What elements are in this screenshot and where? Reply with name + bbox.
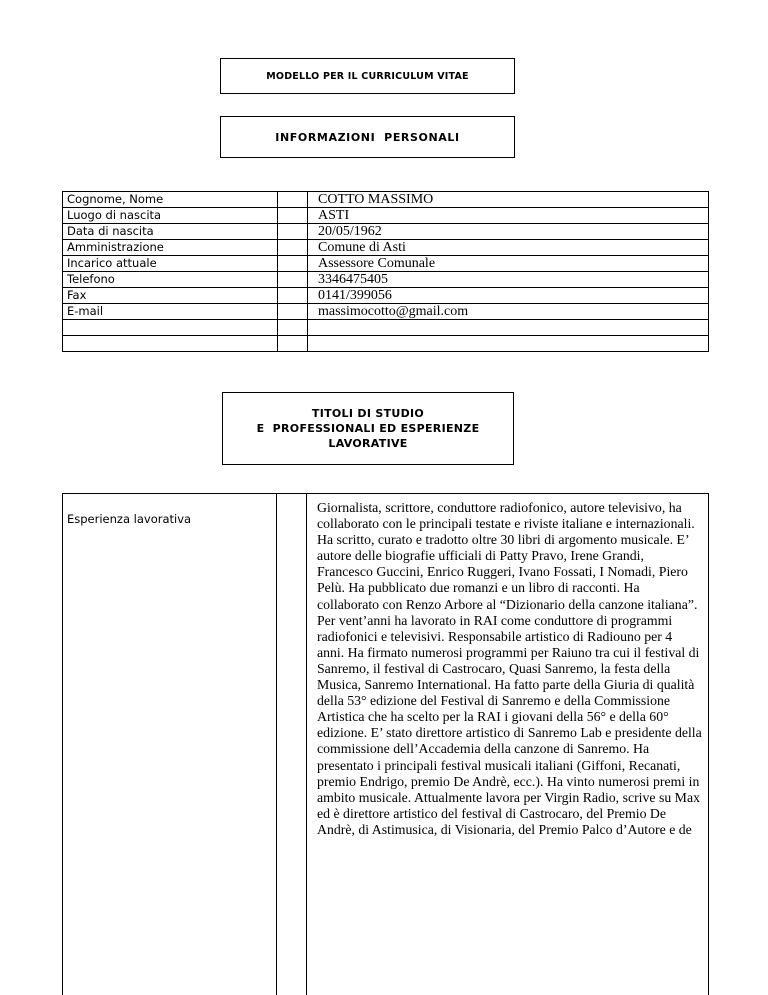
table-row — [63, 208, 709, 224]
studies-heading — [222, 392, 514, 465]
table-row-empty — [63, 320, 709, 336]
field-label-birthdate: Data di nascita — [63, 224, 278, 240]
experience-text — [307, 494, 709, 995]
studies-heading-line: TITOLI DI STUDIO — [257, 406, 480, 421]
field-label-name: Cognome, Nome — [63, 192, 278, 208]
experience-paragraph: Per vent’anni ha lavorato in RAI come conduttore di programmi radiofonici e televisivi. Responsabile artistico di Radiouno per 4 anni. Ha firmato numerosi programmi per Raiuno tra cui il festival di Sanremo, il festival di Castrocaro, Quasi Sanremo, la festa della Musica, Sanremo International. Ha fatto parte della Giuria di qualità della 53° edizione del Festival di Sanremo e della Commissione Artistica che ha scelto per la RAI i giovani della 56° e della 60° edizione. E’ stato direttore artistico di Sanremo Lab e presidente della commissione dell’Accademia della canzone di Sanremo. Ha presentato i principali festival musicali italiani (Giffoni, Recanati, premio Endrigo, premio De Andrè, ecc.). Ha vinto numerosi premi in ambito musicale. Attualmente lavora per Virgin Radio, scrive su Max ed è direttore artistico del festival di Castrocaro, del Premio De Andrè, di Astimusica, di Visionaria, del Premio Palco d’Autore e de — [317, 613, 702, 838]
table-row — [63, 192, 709, 208]
field-value-fax: 0141/399056 — [308, 288, 709, 304]
table-row — [63, 272, 709, 288]
table-row — [63, 304, 709, 320]
studies-heading-line: LAVORATIVE — [257, 436, 480, 451]
personal-info-table — [62, 191, 709, 352]
table-row-empty — [63, 336, 709, 352]
studies-heading-line: E PROFESSIONALI ED ESPERIENZE — [257, 421, 480, 436]
field-value-phone: 3346475405 — [308, 272, 709, 288]
field-value-birthdate: 20/05/1962 — [308, 224, 709, 240]
field-value-birthplace: ASTI — [308, 208, 709, 224]
field-label-phone: Telefono — [63, 272, 278, 288]
field-value-administration: Comune di Asti — [308, 240, 709, 256]
personal-info-heading-text: INFORMAZIONI PERSONALI — [275, 131, 459, 144]
table-row — [63, 240, 709, 256]
table-row — [63, 256, 709, 272]
experience-paragraph: Giornalista, scrittore, conduttore radiofonico, autore televisivo, ha collaborato con le principali testate e riviste italiane e internazionali. Ha scritto, curato e tradotto oltre 30 libri di argomento musicale. E’ autore delle biografie ufficiali di Patty Pravo, Irene Grandi, Francesco Guccini, Enrico Ruggeri, Ivano Fossati, I Nomadi, Piero Pelù. Ha pubblicato due romanzi e un libro di racconti. Ha collaborato con Renzo Arbore al “Dizionario della canzone italiana”. — [317, 500, 702, 613]
field-label-birthplace: Luogo di nascita — [63, 208, 278, 224]
field-label-fax: Fax — [63, 288, 278, 304]
cv-model-title — [220, 58, 515, 94]
table-row — [63, 288, 709, 304]
field-value-role: Assessore Comunale — [308, 256, 709, 272]
field-value-name: COTTO MASSIMO — [308, 192, 709, 208]
table-row — [63, 224, 709, 240]
field-value-email: massimocotto@gmail.com — [308, 304, 709, 320]
field-label-role: Incarico attuale — [63, 256, 278, 272]
cv-model-title-text: MODELLO PER IL CURRICULUM VITAE — [266, 71, 468, 82]
table-row — [63, 494, 709, 995]
personal-info-heading — [220, 116, 515, 158]
field-label-administration: Amministrazione — [63, 240, 278, 256]
experience-table — [62, 493, 709, 995]
field-label-email: E-mail — [63, 304, 278, 320]
experience-label: Esperienza lavorativa — [63, 494, 277, 995]
